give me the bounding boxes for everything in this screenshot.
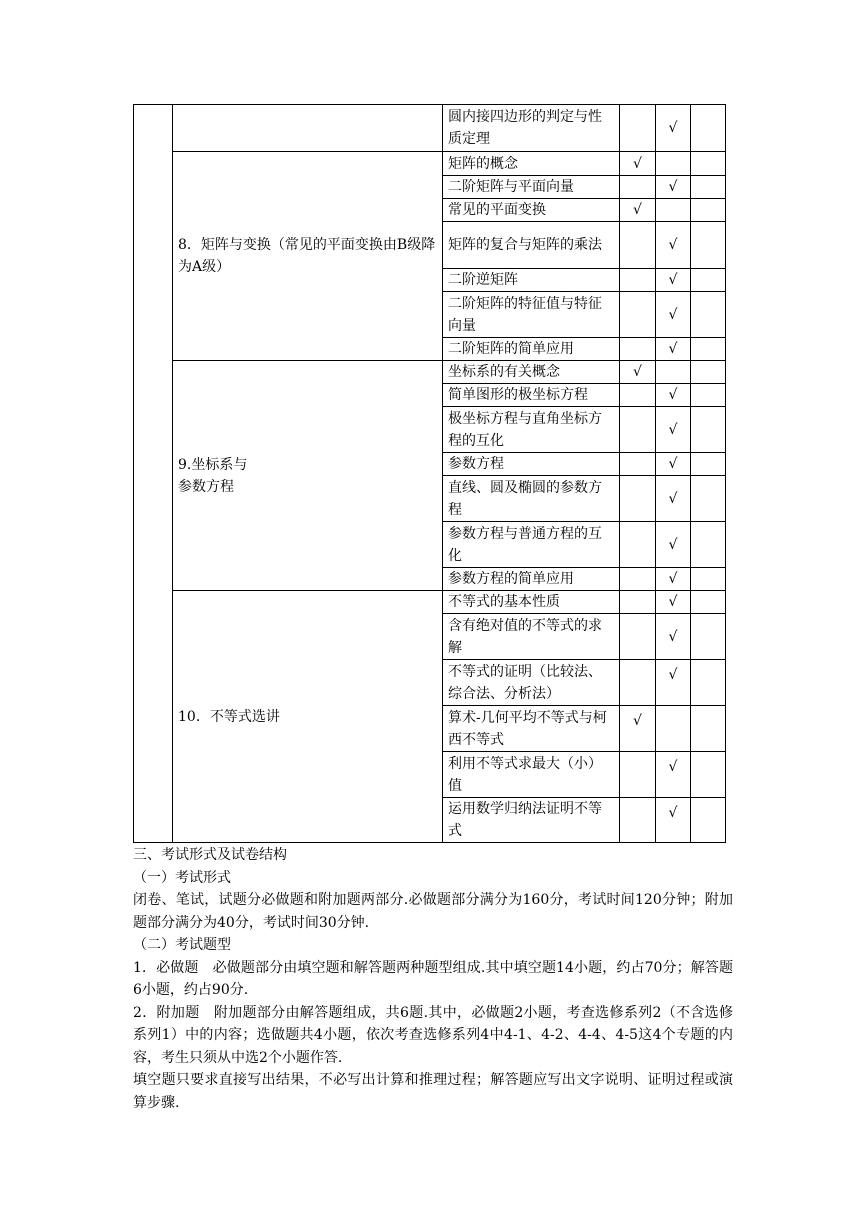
level-c-cell	[691, 222, 726, 269]
content-cell: 极坐标方程与直角坐标方程的互化	[443, 407, 620, 453]
topic-cell-10: 10．不等式选讲	[173, 591, 443, 843]
level-c-cell	[691, 798, 726, 843]
level-c-cell	[691, 522, 726, 568]
level-a-cell	[620, 660, 656, 706]
level-c-cell	[691, 199, 726, 222]
level-c-cell	[691, 384, 726, 407]
level-b-cell	[656, 152, 691, 176]
level-c-cell	[691, 660, 726, 706]
level-b-cell: √	[656, 269, 691, 292]
level-c-cell	[691, 361, 726, 384]
level-c-cell	[691, 105, 726, 152]
level-a-cell	[620, 522, 656, 568]
content-requirements-table	[133, 104, 726, 843]
level-b-cell: √	[656, 568, 691, 591]
level-c-cell	[691, 476, 726, 522]
content-cell: 参数方程的简单应用	[443, 568, 620, 591]
level-a-cell	[620, 105, 656, 152]
level-a-cell	[620, 384, 656, 407]
level-b-cell	[656, 361, 691, 384]
level-b-cell: √	[656, 591, 691, 614]
level-b-cell: √	[656, 407, 691, 453]
topic-cell-prev	[173, 105, 443, 152]
content-cell: 参数方程	[443, 453, 620, 476]
level-c-cell	[691, 614, 726, 660]
level-a-cell: √	[620, 152, 656, 176]
content-cell: 运用数学归纳法证明不等式	[443, 798, 620, 843]
content-cell: 直线、圆及椭圆的参数方程	[443, 476, 620, 522]
level-a-cell	[620, 176, 656, 199]
subsection-heading: （一）考试形式	[133, 869, 231, 886]
level-a-cell	[620, 752, 656, 798]
level-b-cell: √	[656, 176, 691, 199]
paragraph: 2．附加题 附加题部分由解答题组成，共6题.其中，必做题2小题，考查选修系列2（不含选修系列1）中的内容；选做题共4小题，依次考查选修系列4中4-1、4-2、4-4、4-5这4个专题的内容，考生只须从中选2个小题作答.	[133, 1004, 733, 1066]
content-cell: 参数方程与普通方程的互化	[443, 522, 620, 568]
subsection-heading: （二）考试题型	[133, 937, 231, 953]
level-a-cell	[620, 407, 656, 453]
level-b-cell: √	[656, 660, 691, 706]
level-c-cell	[691, 338, 726, 361]
content-cell: 二阶矩阵与平面向量	[443, 176, 620, 199]
level-b-cell: √	[656, 384, 691, 407]
content-cell: 圆内接四边形的判定与性质定理	[443, 105, 620, 152]
level-b-cell: √	[656, 292, 691, 338]
paragraph: 闭卷、笔试，试题分必做题和附加题两部分.必做题部分满分为160分，考试时间120分钟；附加题部分满分为40分，考试时间30分钟.	[133, 892, 733, 931]
content-cell: 二阶矩阵的特征值与特征向量	[443, 292, 620, 338]
paragraph: 填空题只要求直接写出结果，不必写出计算和推理过程；解答题应写出文字说明、证明过程或演算步骤.	[133, 1072, 733, 1111]
level-b-cell: √	[656, 522, 691, 568]
level-b-cell: √	[656, 222, 691, 269]
content-cell: 常见的平面变换	[443, 199, 620, 222]
level-b-cell	[656, 199, 691, 222]
level-c-cell	[691, 752, 726, 798]
content-cell: 不等式的基本性质	[443, 591, 620, 614]
level-b-cell: √	[656, 105, 691, 152]
content-cell: 利用不等式求最大（小）值	[443, 752, 620, 798]
topic-9-line1: 9.坐标系与	[178, 456, 248, 473]
section-heading: 三、考试形式及试卷结构	[133, 847, 287, 863]
topic-cell-9	[173, 361, 443, 591]
content-cell: 含有绝对值的不等式的求解	[443, 614, 620, 660]
level-a-cell: √	[620, 706, 656, 752]
level-a-cell	[620, 568, 656, 591]
content-cell: 坐标系的有关概念	[443, 361, 620, 384]
content-cell: 二阶矩阵的简单应用	[443, 338, 620, 361]
level-b-cell: √	[656, 338, 691, 361]
content-cell: 简单图形的极坐标方程	[443, 384, 620, 407]
level-b-cell	[656, 706, 691, 752]
level-a-cell	[620, 614, 656, 660]
level-c-cell	[691, 269, 726, 292]
content-cell: 不等式的证明（比较法、综合法、分析法）	[443, 660, 620, 706]
level-a-cell: √	[620, 361, 656, 384]
level-b-cell: √	[656, 798, 691, 843]
level-a-cell	[620, 269, 656, 292]
level-a-cell	[620, 453, 656, 476]
level-c-cell	[691, 706, 726, 752]
level-a-cell	[620, 222, 656, 269]
level-c-cell	[691, 176, 726, 199]
level-b-cell: √	[656, 752, 691, 798]
level-c-cell	[691, 453, 726, 476]
level-a-cell	[620, 292, 656, 338]
level-b-cell: √	[656, 476, 691, 522]
level-c-cell	[691, 152, 726, 176]
exam-format-section	[133, 844, 733, 1114]
level-c-cell	[691, 568, 726, 591]
content-cell: 二阶逆矩阵	[443, 269, 620, 292]
level-c-cell	[691, 591, 726, 614]
content-cell: 算术-几何平均不等式与柯西不等式	[443, 706, 620, 752]
content-cell: 矩阵的概念	[443, 152, 620, 176]
category-cell	[134, 105, 173, 843]
level-c-cell	[691, 292, 726, 338]
level-a-cell: √	[620, 199, 656, 222]
level-a-cell	[620, 798, 656, 843]
level-a-cell	[620, 591, 656, 614]
topic-cell-8: 8．矩阵与变换（常见的平面变换由B级降为A级）	[173, 152, 443, 361]
level-a-cell	[620, 476, 656, 522]
level-b-cell: √	[656, 614, 691, 660]
paragraph: 1．必做题 必做题部分由填空题和解答题两种题型组成.其中填空题14小题，约占70分；解答题6小题，约占90分.	[133, 959, 733, 998]
level-b-cell: √	[656, 453, 691, 476]
level-c-cell	[691, 407, 726, 453]
topic-9-line2: 参数方程	[178, 478, 234, 495]
level-a-cell	[620, 338, 656, 361]
content-cell: 矩阵的复合与矩阵的乘法	[443, 222, 620, 269]
